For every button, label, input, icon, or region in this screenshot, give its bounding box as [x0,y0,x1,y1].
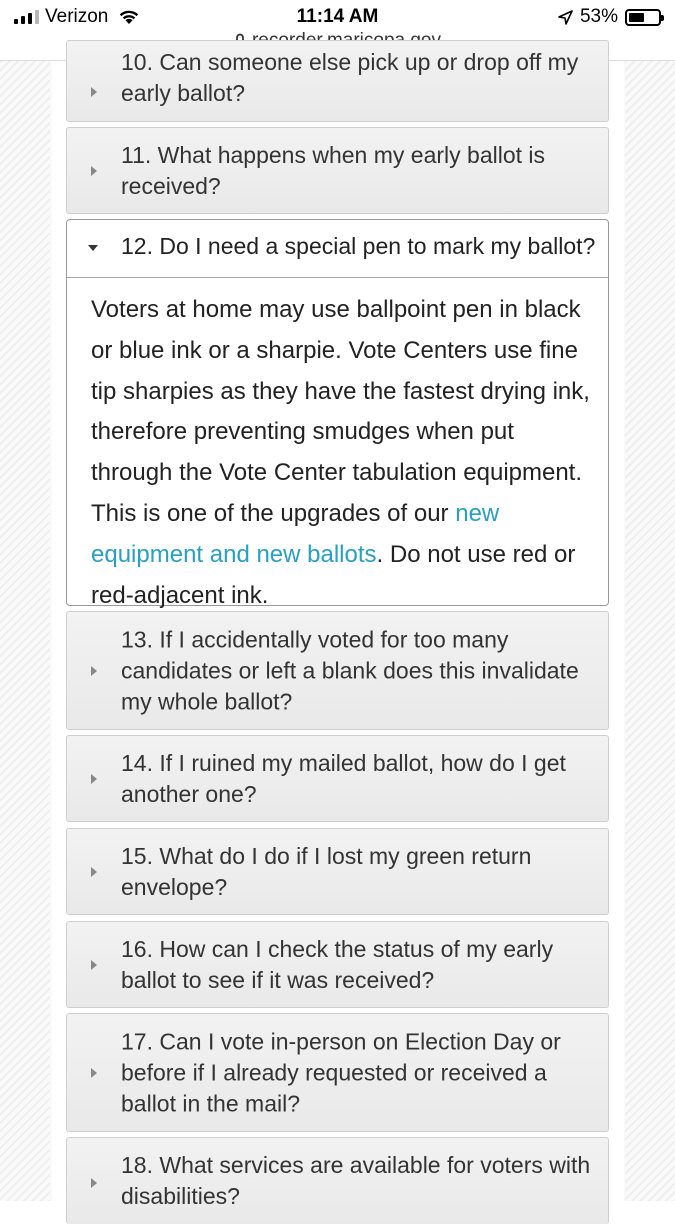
caret-right-icon [91,1178,97,1188]
system-indicators [558,6,661,28]
faq-item-17[interactable] [66,1013,609,1132]
caret-right-icon [91,960,97,970]
caret-right-icon [91,867,97,877]
caret-right-icon [91,1068,97,1078]
faq-question: 18. What services are available for voters with disabilities? [121,1152,591,1209]
answer-text: Voters at home may use ballpoint pen in black or blue ink or a sharpie. Vote Centers use fine tip sharpies as they have the fastest drying ink, therefore preventing smudges when put through the Vote Center tabulation equipment. This is one of the upgrades of our [91,296,590,527]
caret-right-icon [91,774,97,784]
faq-question-header[interactable] [67,220,608,278]
faq-item-15[interactable] [66,828,609,915]
battery-icon [625,9,661,26]
faq-question: 14. If I ruined my mailed ballot, how do I get another one? [121,749,566,807]
faq-question: 11. What happens when my early ballot is received? [121,141,546,199]
caret-right-icon [91,87,97,97]
clock: 11:14 AM [296,6,379,27]
caret-down-icon [88,245,98,251]
answer-text-end: . Do not use red or red-adjacent ink. [91,540,576,609]
faq-item-13[interactable] [66,611,609,730]
faq-answer [91,290,590,616]
faq-question: 16. How can I check the status of my early ballot to see if it was received? [121,935,554,993]
faq-question: 15. What do I do if I lost my green return envelope? [121,842,532,900]
faq-item-18[interactable] [66,1137,609,1224]
caret-right-icon [91,166,97,176]
status-bar [0,0,675,34]
battery-percent: 53% [579,6,618,27]
faq-question: 17. Can I vote in-person on Election Day or before if I already requested or received a ballot in the mail? [121,1028,561,1116]
faq-question: 10. Can someone else pick up or drop off my early ballot? [121,49,579,106]
faq-item-14[interactable] [66,735,609,822]
faq-question: 12. Do I need a special pen to mark my ballot? [121,233,596,259]
faq-item-11[interactable] [66,127,609,214]
faq-item-12-expanded [66,219,609,609]
new-equipment-link[interactable]: new equipment and new ballots [91,499,500,568]
location-arrow-icon [558,10,573,25]
faq-question: 13. If I accidentally voted for too many candidates or left a blank does this invalidate my whole ballot? [121,626,579,714]
caret-right-icon [91,666,97,676]
faq-item-16[interactable] [66,921,609,1008]
faq-item-10[interactable] [66,40,609,122]
carrier-name: Verizon [45,6,109,27]
